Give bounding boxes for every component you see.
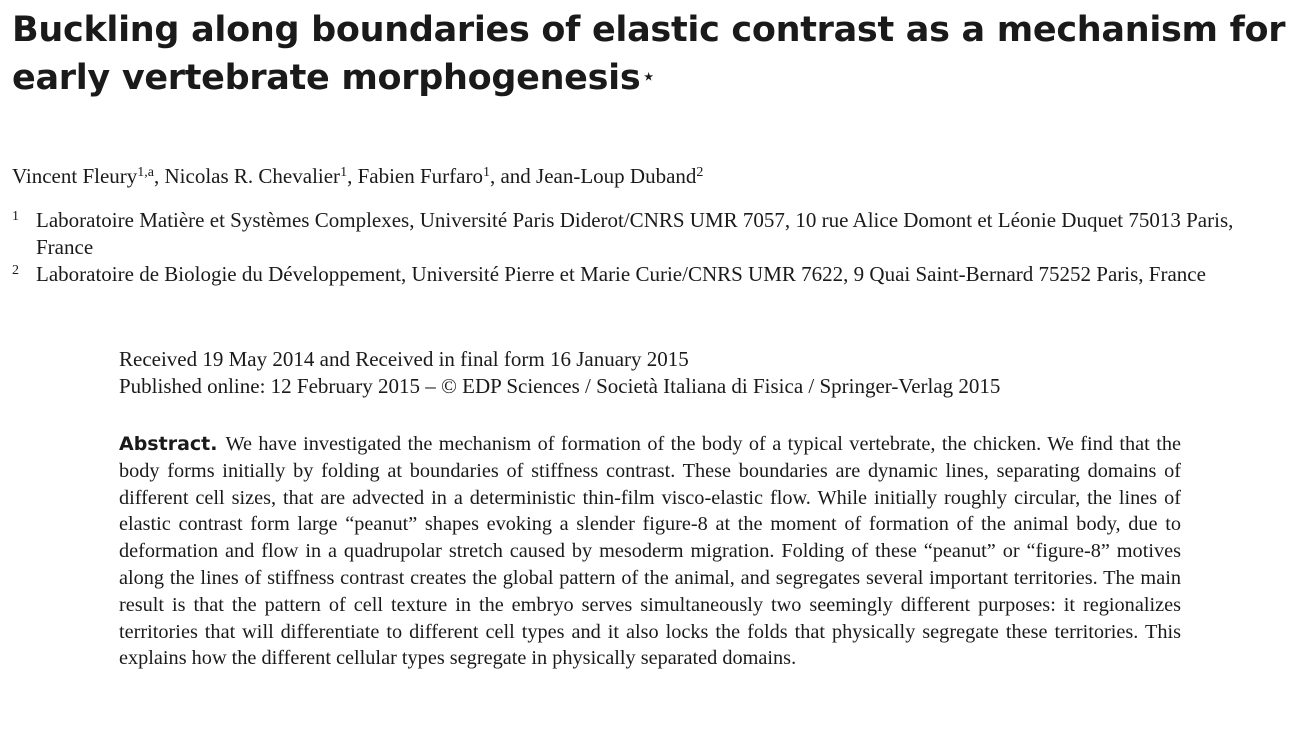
author-affil-mark: 1,a [137,165,155,180]
author-affil-mark: 1 [340,165,348,180]
author-affil-mark: 1 [482,165,490,180]
author-separator: , [154,164,165,188]
paper-title [12,6,1302,102]
author-name: Nicolas R. Chevalier [164,164,341,188]
author-list [12,161,1302,191]
author-name: Fabien Furfaro [357,164,483,188]
abstract-label: Abstract. [119,433,218,455]
abstract [119,431,1181,672]
title-footnote-mark: ⋆ [642,64,655,88]
affiliation-item [12,261,1290,288]
published-date: Published online: 12 February 2015 – © EDP Sciences / Società Italiana di Fisica / Springer-Verlag 2015 [119,374,1001,398]
author-name: Vincent Fleury [12,164,138,188]
author-name: Jean-Loup Duband [536,164,697,188]
affiliation-number: 2 [12,263,19,278]
affiliation-list [12,207,1290,288]
author-separator: , [347,164,358,188]
paper-title-text: Buckling along boundaries of elastic contrast as a mechanism for early vertebrate morphogenesis [12,10,1286,98]
abstract-text: We have investigated the mechanism of formation of the body of a typical vertebrate, the chicken. We find that the body forms initially by folding at boundaries of stiffness contrast. These boundaries are dynamic lines, separating domains of different cell sizes, that are advected in a deterministic thin-film visco-elastic flow. While initially roughly circular, the lines of elastic contrast form large “peanut” shapes evoking a slender figure-8 at the moment of formation of the animal body, due to deformation and flow in a quadrupolar stretch caused by mesoderm migration. Folding of these “peanut” or “figure-8” motives along the lines of stiffness contrast creates the global pattern of the animal, and segregates several important territories. The main result is that the pattern of cell texture in the embryo serves simultaneously two seemingly different purposes: it regionalizes territories that will differentiate to different cell types and it also locks the folds that physically segregate these territories. This explains how the different cellular types segregate in physically separated domains. [119,433,1181,670]
author-separator: , and [489,164,537,188]
affiliation-number: 1 [12,209,19,224]
affiliation-item [12,207,1290,261]
affiliation-text: Laboratoire de Biologie du Développement, Université Pierre et Marie Curie/CNRS UMR 7622, 9 Quai Saint-Bernard 75252 Paris, France [36,262,1206,286]
publication-dates [119,346,1199,400]
affiliation-text: Laboratoire Matière et Systèmes Complexes, Université Paris Diderot/CNRS UMR 7057, 10 rue Alice Domont et Léonie Duquet 75013 Paris, France [36,208,1234,259]
received-date: Received 19 May 2014 and Received in final form 16 January 2015 [119,347,689,371]
author-affil-mark: 2 [696,165,704,180]
